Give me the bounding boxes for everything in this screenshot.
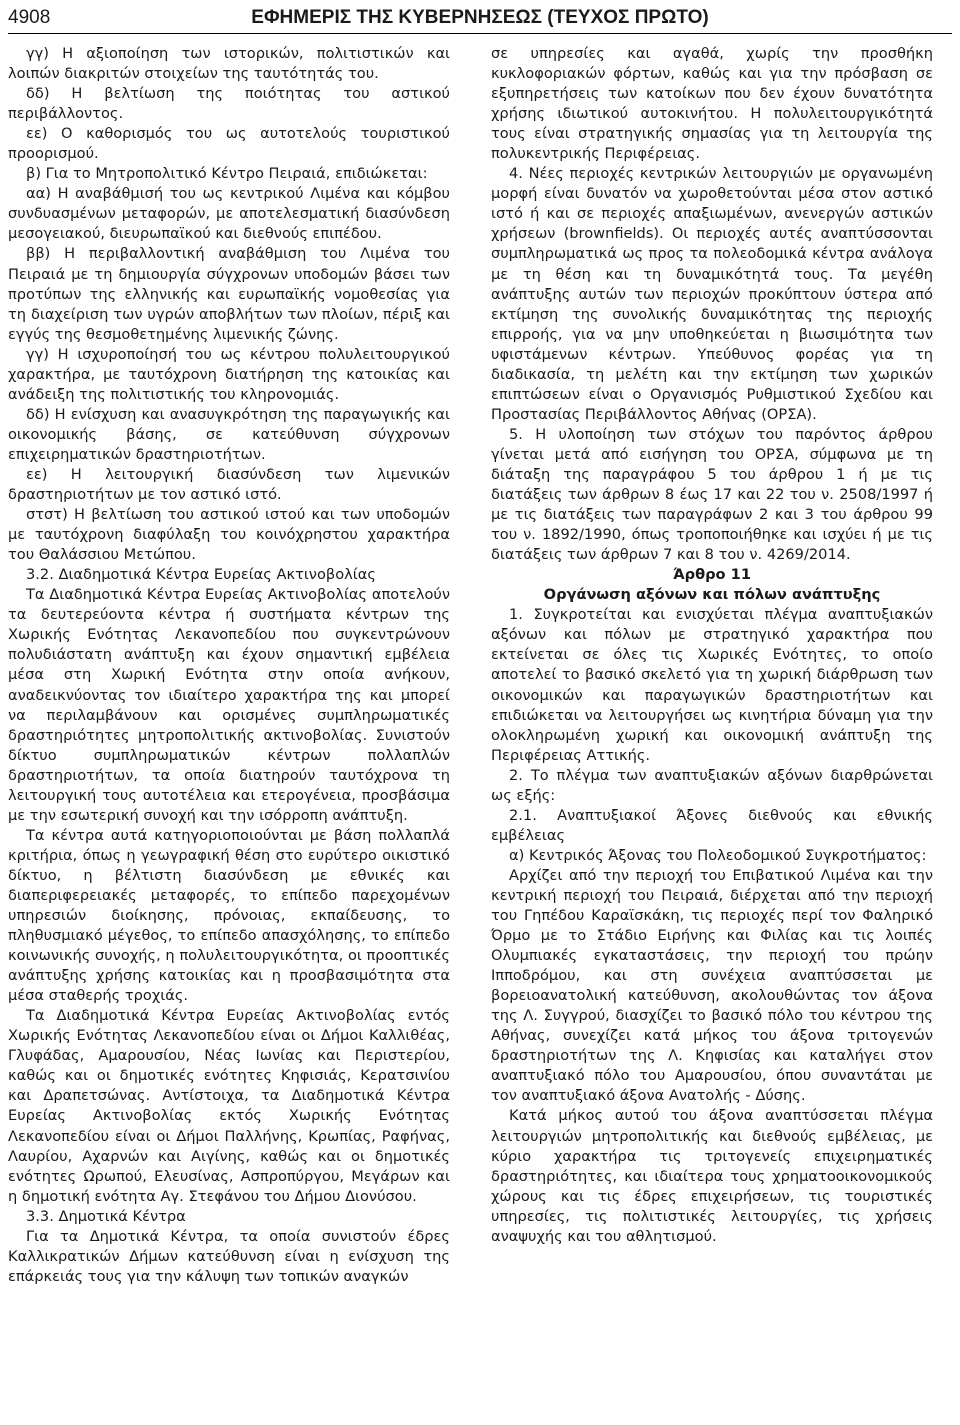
paragraph: 1. Συγκροτείται και ενισχύεται πλέγμα αναπτυξιακών αξόνων και πόλων με στρατηγικό χαρακτήρα που εκτείνεται σε όλες τις Χωρικές Ενότητες, το οποίο αποτελεί το βασικό σκελετό για τη χωρική διάρθρωση των οικονομικών και παραγωγικών δραστηριοτήτων και επιδιώκεται να λειτουργήσει ως κινητήρια δύναμη για την ολοκληρωμένη χωρική και οικονομική ανάπτυξη της Περιφέρειας Αττικής.	[491, 606, 933, 764]
paragraph: εε) Ο καθορισμός του ως αυτοτελούς τουριστικού προορισμού.	[8, 125, 450, 163]
paragraph: εε) Η λειτουργική διασύνδεση των λιμενικών δραστηριοτήτων με τον αστικό ιστό.	[8, 465, 450, 504]
paragraph: Κατά μήκος αυτού του άξονα αναπτύσσεται πλέγμα λειτουργιών μητροπολιτικής και διεθνούς εμβέλειας, με κύριο χαρακτήρα τις τριτογενείς επιχειρηματικές δραστηριότητες, και ιδιαίτερα τους χρηματοοικονομικούς χώρους και τις έδρες επιχειρήσεων, τις τουριστικές υπηρεσίες, τις πολιτιστικές λειτουργίες, τις χρήσεις αναψυχής και του αθλητισμού.	[491, 1107, 933, 1245]
paragraph: β) Για το Μητροπολιτικό Κέντρο Πειραιά, επιδιώκεται:	[26, 165, 428, 183]
page-number: 4908	[8, 7, 51, 28]
paragraph: Τα Διαδημοτικά Κέντρα Ευρείας Ακτινοβολίας εντός Χωρικής Ενότητας Λεκανοπεδίου είναι οι Δήμοι Καλλιθέας, Γλυφάδας, Αμαρουσίου, Νέας Ιωνίας και Περιστερίου, καθώς και οι δημοτικές ενότητες Κηφισιάς, Κερατσινίου και Δραπετσώνας. Αντίστοιχα, τα Διαδημοτικά Κέντρα Ευρείας Ακτινοβολίας εκτός Χωρικής Ενότητας Λεκανοπεδίου είναι οι Δήμοι Παλλήνης, Κρωπίας, Ραφήνας, Λαυρίου, Αχαρνών και Αιγίνης, καθώς και οι δημοτικές ενότητες Ωρωπού, Ελευσίνας, Ασπροπύργου, Μεγάρων και η δημοτική ενότητα Αγ. Στεφάνου του Δήμου Διονύσου.	[8, 1007, 450, 1205]
paragraph: δδ) Η βελτίωση της ποιότητας του αστικού περιβάλλοντος.	[8, 85, 450, 123]
paragraph: στστ) Η βελτίωση του αστικού ιστού και των υποδομών με ταυτόχρονη διαφύλαξη του κοινόχρηστου χαρακτήρα του Θαλάσσιου Μετώπου.	[8, 506, 450, 564]
paragraph: 4. Νέες περιοχές κεντρικών λειτουργιών με οργανωμένη μορφή είναι δυνατόν να χωροθετούνται μέσα στον αστικό ιστό ή και σε περιοχές απαξιωμένων, ανενεργών αστικών χρήσεων (brownfields). Οι περιοχές αυτές αναπτύσσονται συμπληρωματικά ως προς τα πολεοδομικά κέντρα ανάλογα με τη θέση και τη δυναμικότητά τους. Τα μεγέθη ανάπτυξης αυτών των περιοχών προκύπτουν ύστερα από εκτίμηση της συνολικής δυναμικότητας της περιοχής επιρροής, για να μην υποθηκεύεται η βιωσιμότητα των υφιστάμενων κέντρων. Υπεύθυνος φορέας για τη διαδικασία, τη μελέτη και την εκτίμηση των χωρικών επιπτώσεων είναι ο Οργανισμός Ρυθμιστικού Σχεδίου και Προστασίας Περιβάλλοντος Αθήνας (ΟΡΣΑ).	[491, 165, 933, 423]
paragraph: σε υπηρεσίες και αγαθά, χωρίς την προσθήκη κυκλοφοριακών φόρτων, καθώς και για την πρόσβαση σε εξυπηρετήσεις των κατοίκων που δεν έχουν δυνατότητα χρήσης ιδιωτικού αυτοκινήτου. Η πολυλειτουργικότητά τους είναι στρατηγικής σημασίας για τη λειτουργία της πολυκεντρικής Περιφέρειας.	[491, 45, 933, 163]
paragraph: 5. Η υλοποίηση των στόχων του παρόντος άρθρου γίνεται μετά από εισήγηση του ΟΡΣΑ, σύμφωνα με τη διάταξη της παραγράφου 5 του άρθρου 1 ή με τις διατάξεις των άρθρων 8 έως 17 και 22 του ν. 2508/1997 ή με τις διατάξεις των παραγράφων 2 και 3 του άρθρου 99 του ν. 1892/1990, όπως τροποποιήθηκε και ισχύει ή με τις διατάξεις των άρθρων 7 και 8 του ν. 4269/2014.	[491, 425, 933, 564]
paragraph: γγ) Η αξιοποίηση των ιστορικών, πολιτιστικών και λοιπών διακριτών στοιχείων της ταυτότητάς του.	[8, 45, 450, 83]
section-heading: 3.2. Διαδημοτικά Κέντρα Ευρείας Ακτινοβολίας	[26, 566, 376, 584]
article-number: Άρθρο 11	[673, 566, 751, 584]
right-column	[491, 44, 933, 1419]
article-title: Οργάνωση αξόνων και πόλων ανάπτυξης	[543, 586, 881, 604]
paragraph: ββ) Η περιβαλλοντική αναβάθμιση του Λιμένα του Πειραιά με τη δημιουργία σύγχρονων υποδομών βάσει των προτύπων της ελληνικής και ευρωπαϊκής νομοθεσίας για τη διαχείριση των υγρών αποβλήτων των πλοίων, πέριξ και εγγύς της θεσμοθετημένης λιμενικής ζώνης.	[8, 245, 450, 343]
paragraph: Αρχίζει από την περιοχή του Επιβατικού Λιμένα και την κεντρική περιοχή του Πειραιά, διέρχεται από την περιοχή του Γηπέδου Καραϊσκάκη, τις περιοχές περί τον Φαληρικό Όρμο με το Στάδιο Ειρήνης και Φιλίας και τις λοιπές Ολυμπιακές εγκαταστάσεις, την περιοχή του πρώην Ιπποδρόμου, και στη συνέχεια αναπτύσσεται με βορειοανατολική κατεύθυνση, ακολουθώντας τον άξονα της Λ. Συγγρού, διασχίζει το βασικό πόλο του κέντρου της Αθήνας, συνεχίζει κατά μήκος του άξονα τριτογενών δραστηριοτήτων της Λ. Κηφισίας και καταλήγει στον αναπτυξιακό πόλο του Αμαρουσίου, όπου συναντάται με τον αναπτυξιακό άξονα Ανατολής - Δύσης.	[491, 866, 933, 1105]
paragraph: αα) Η αναβάθμισή του ως κεντρικού Λιμένα και κόμβου συνδυασμένων μεταφορών, με αποτελεσματική διασύνδεση μεσογειακού, διευρωπαϊκού και διεθνούς επιπέδου.	[8, 185, 450, 243]
paragraph: Τα κέντρα αυτά κατηγοριοποιούνται με βάση πολλαπλά κριτήρια, όπως η γεωγραφική θέση στο ευρύτερο οικιστικό δίκτυο, η βέλτιστη διασύνδεση με εθνικές και διαπεριφερειακές μεταφορές, το επίπεδο παρεχομένων υπηρεσιών διοίκησης, πρόνοιας, εκπαίδευσης, το πληθυσμιακό μέγεθος, το επίπεδο απασχόλησης, το επίπεδο κοινωνικής συνοχής, η πολυλειτουργικότητα, οι προοπτικές ανάπτυξης χρήσης κατοικίας και η προσβασιμότητα στα μέσα σταθερής τροχιάς.	[8, 826, 450, 1005]
section-heading: 3.3. Δημοτικά Κέντρα	[26, 1207, 186, 1225]
paragraph: δδ) Η ενίσχυση και ανασυγκρότηση της παραγωγικής και οικονομικής βάσης, σε κατεύθυνση σύγχρονων επιχειρηματικών δραστηριοτήτων.	[8, 405, 450, 463]
page-header	[8, 3, 952, 33]
left-column	[8, 44, 450, 1419]
paragraph: Για τα Δημοτικά Κέντρα, τα οποία συνιστούν έδρες Καλλικρατικών Δήμων κατεύθυνση είναι η ενίσχυση της επάρκειάς τους για την κάλυψη των τοπικών αναγκών	[8, 1227, 450, 1285]
paragraph: γγ) Η ισχυροποίησή του ως κέντρου πολυλειτουργικού χαρακτήρα, με ταυτόχρονη διατήρηση της κατοικίας και ανάδειξη της πολιτιστικής του κληρονομιάς.	[8, 345, 450, 403]
paragraph: 2.1. Αναπτυξιακοί Άξονες διεθνούς και εθνικής εμβέλειας	[491, 806, 933, 844]
header-divider	[8, 33, 952, 34]
paragraph: Τα Διαδημοτικά Κέντρα Ευρείας Ακτινοβολίας αποτελούν τα δευτερεύοντα κέντρα ή συστήματα κέντρων της Χωρικής Ενότητας Λεκανοπεδίου που συγκεντρώνουν πολυδιάστατη ανάπτυξη και έχουν σημαντική εμβέλεια μέσα στη Χωρική Ενότητα στην οποία ανήκουν, αναδεικνύοντας τον ιδιαίτερο χαρακτήρα της και μπορεί να περιλαμβάνουν και ορισμένες συμπληρωματικές δραστηριότητες μητροπολιτικής ακτινοβολίας. Συνιστούν δίκτυο συμπληρωματικών κέντρων πολλαπλών δραστηριοτήτων, τα οποία διατηρούν ταυτόχρονα τη λειτουργική τους αυτοτέλεια και ετερογένεια, προσβάσιμα με την εσωτερική συνοχή και την ισόρροπη ανάπτυξη.	[8, 586, 450, 824]
paragraph: 2. Το πλέγμα των αναπτυξιακών αξόνων διαρθρώνεται ως εξής:	[491, 766, 933, 804]
journal-title: ΕΦΗΜΕΡΙΣ ΤΗΣ ΚΥΒΕΡΝΗΣΕΩΣ (ΤΕΥΧΟΣ ΠΡΩΤΟ)	[251, 7, 709, 28]
paragraph: α) Κεντρικός Άξονας του Πολεοδομικού Συγκροτήματος:	[509, 846, 927, 864]
